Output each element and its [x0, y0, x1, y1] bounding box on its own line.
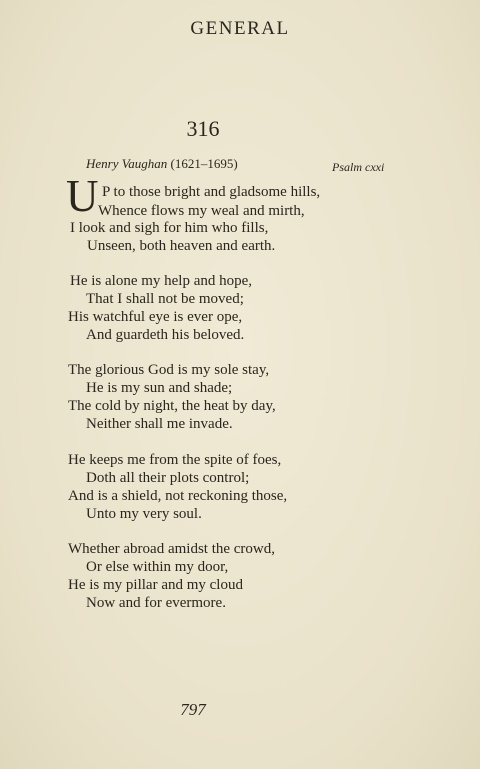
verse-line: P to those bright and gladsome hills, — [102, 184, 321, 200]
verse-line: And is a shield, not reckoning those, — [68, 488, 288, 504]
verse-line: The cold by night, the heat by day, — [68, 398, 276, 414]
verse-line: The glorious God is my sole stay, — [68, 362, 270, 378]
section-header: GENERAL — [190, 18, 290, 39]
verse-line: He keeps me from the spite of foes, — [68, 452, 282, 468]
verse-line: And guardeth his beloved. — [86, 327, 245, 343]
page-number: 797 — [180, 700, 206, 719]
verse-line: He is my sun and shade; — [86, 380, 233, 396]
author-dates: (1621–1695) — [170, 156, 238, 171]
verse-line: He is alone my help and hope, — [70, 273, 253, 289]
verse-line: Doth all their plots control; — [86, 470, 250, 486]
verse-line: He is my pillar and my cloud — [68, 577, 243, 593]
author-name: Henry Vaughan — [86, 156, 168, 171]
drop-cap: U — [66, 171, 99, 221]
verse-line: That I shall not be moved; — [86, 291, 244, 307]
verse-line: His watchful eye is ever ope, — [68, 309, 243, 325]
verse-line: Whether abroad amidst the crowd, — [68, 541, 276, 557]
verse-line: Now and for evermore. — [86, 595, 226, 611]
author-line — [86, 156, 238, 172]
verse-line: Neither shall me invade. — [86, 416, 233, 432]
verse-line: Whence flows my weal and mirth, — [98, 203, 305, 219]
verse-line: I look and sigh for him who fills, — [70, 220, 269, 236]
verse-line: Unseen, both heaven and earth. — [87, 238, 276, 254]
verse-line: Or else within my door, — [86, 559, 229, 575]
psalm-reference: Psalm cxxi — [332, 160, 385, 174]
verse-line: Unto my very soul. — [86, 506, 202, 522]
hymn-number: 316 — [186, 116, 220, 141]
